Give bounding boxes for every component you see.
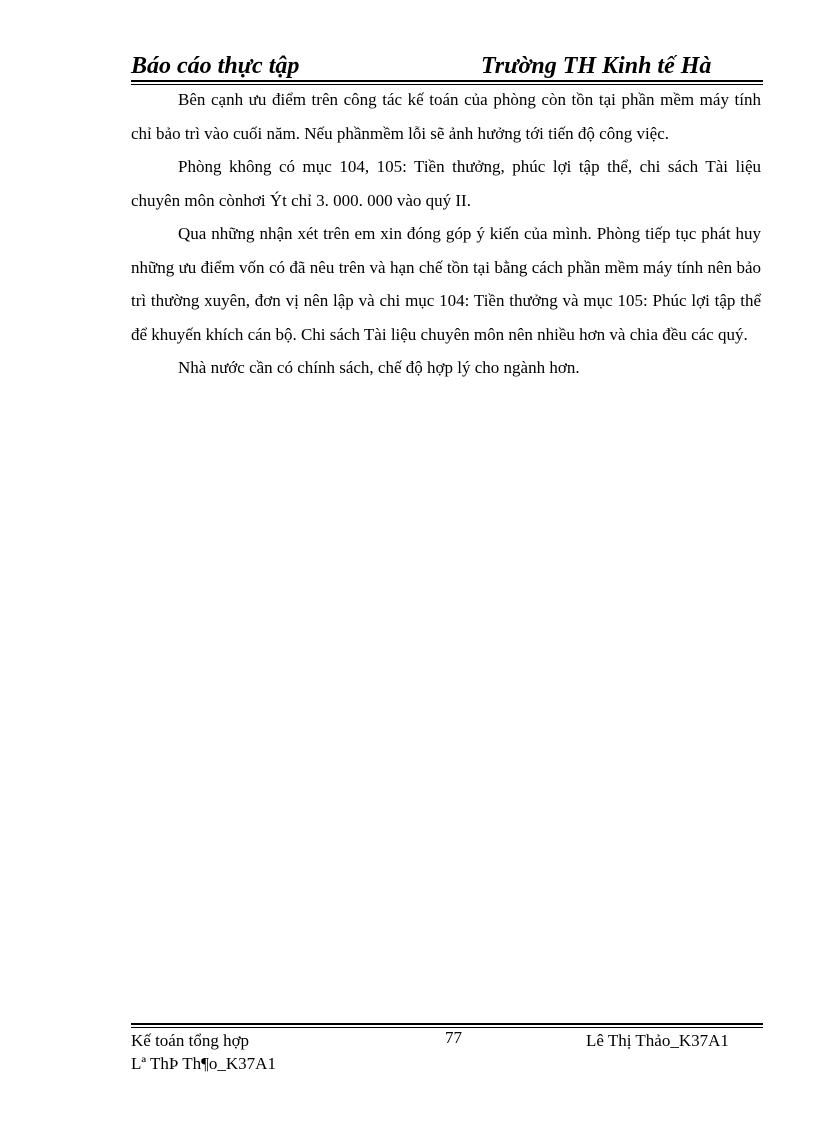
- footer-divider: [131, 1023, 763, 1025]
- page-number: 77: [445, 1028, 462, 1047]
- paragraph-state-policy: Nhà nước cần có chính sách, chế độ hợp lý cho ngành hơn.: [178, 358, 580, 377]
- report-title: Báo cáo thực tập: [131, 53, 300, 79]
- paragraph-missing-items: Phòng không có mục 104, 105: Tiền thưởng, phúc lợi tập thể, chi sách Tài liệu chuyên môn cònhơi Ýt chỉ 3. 000. 000 vào quý II.: [131, 157, 761, 210]
- page-header: [131, 52, 763, 80]
- paragraph-suggestions: Qua những nhận xét trên em xin đóng góp ý kiến của mình. Phòng tiếp tục phát huy những ưu điểm vốn có đã nêu trên và hạn chế tồn tại bằng cách phần mềm máy tính nên bảo trì thường xuyên, đơn vị nên lập và chi mục 104: Tiền thưởng và mục 105: Phúc lợi tập thể để khuyến khích cán bộ. Chi sách Tài liệu chuyên môn nên nhiều hơn và chia đều các quý.: [131, 224, 761, 344]
- footer-author-garbled: Lª ThÞ Th¶o_K37A1: [131, 1054, 276, 1073]
- header-divider: [131, 80, 763, 82]
- footer-author: Lê Thị Thảo_K37A1: [586, 1031, 729, 1050]
- document-body: [131, 83, 761, 385]
- paragraph-software-maintenance: Bên cạnh ưu điểm trên công tác kế toán của phòng còn tồn tại phần mềm máy tính chỉ bảo trì vào cuối năm. Nếu phầnmềm lỗi sẽ ảnh hưởng tới tiến độ công việc.: [131, 90, 761, 143]
- school-name: Trường TH Kinh tế Hà: [481, 53, 712, 79]
- footer-department: Kế toán tổng hợp: [131, 1031, 250, 1050]
